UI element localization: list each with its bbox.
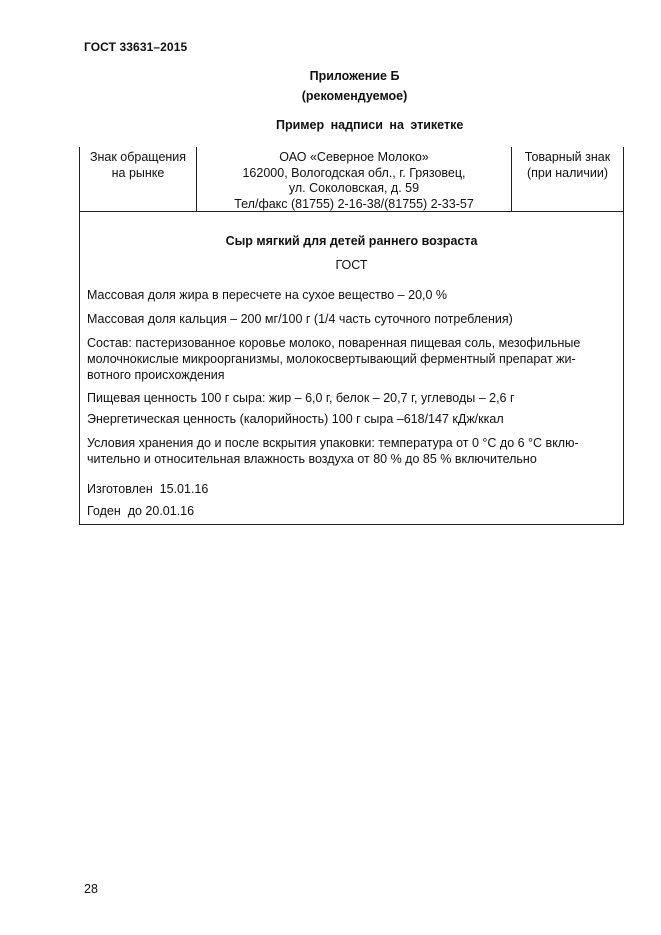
label-example-caption: Пример надписи на этикетке [276, 118, 464, 132]
label-top-row [80, 147, 623, 212]
nutrition-value: Пищевая ценность 100 г сыра: жир – 6,0 г, белок – 20,7 г, углеводы – 2,6 г [87, 391, 515, 405]
trademark-label-line2: (при наличии) [526, 166, 609, 180]
appendix-heading [0, 66, 661, 106]
calcium-content: Массовая доля кальция – 200 мг/100 г (1/4 часть суточного потребления) [87, 312, 513, 326]
product-standard: ГОСТ [335, 258, 368, 272]
storage-conditions-line2: чительно и относительная влажность воздуха от 80 % до 85 % включительно [87, 452, 537, 466]
label-example-box [79, 147, 624, 525]
composition-line3: вотного происхождения [87, 368, 225, 382]
best-before-date: Годен до 20.01.16 [87, 504, 195, 518]
trademark-cell [511, 147, 623, 211]
appendix-title: Приложение Б [309, 69, 400, 83]
composition-line2: молочнокислые микроорганизмы, молокосвертывающий ферментный препарат жи- [87, 352, 576, 366]
product-name: Сыр мягкий для детей раннего возраста [225, 234, 478, 248]
manufacture-date: Изготовлен 15.01.16 [87, 482, 209, 496]
manufacturer-cell [197, 147, 511, 211]
energy-value: Энергетическая ценность (калорийность) 100 г сыра –618/147 кДж/ккал [87, 412, 504, 426]
manufacturer-name: ОАО «Северное Молоко» [279, 150, 429, 164]
page-number: 28 [84, 882, 98, 896]
manufacturer-phone: Тел/факс (81755) 2-16-38/(81755) 2-33-57 [234, 196, 474, 211]
storage-conditions-line1: Условия хранения до и после вскрытия упаковки: температура от 0 °С до 6 °С вклю- [87, 436, 579, 450]
market-mark-label-line2: на рынке [111, 166, 165, 180]
fat-content: Массовая доля жира в пересчете на сухое вещество – 20,0 % [87, 288, 448, 302]
composition-line1: Состав: пастеризованное коровье молоко, поваренная пищевая соль, мезофильные [87, 336, 581, 350]
appendix-status: (рекомендуемое) [301, 89, 408, 103]
manufacturer-address-line2: ул. Соколовская, д. 59 [288, 181, 420, 195]
trademark-label-line1: Товарный знак [524, 150, 611, 164]
market-circulation-mark-cell [80, 147, 197, 211]
market-mark-label-line1: Знак обращения [89, 150, 187, 164]
manufacturer-address-line1: 162000, Вологодская обл., г. Грязовец, [242, 165, 466, 180]
standard-code: ГОСТ 33631–2015 [84, 40, 188, 54]
